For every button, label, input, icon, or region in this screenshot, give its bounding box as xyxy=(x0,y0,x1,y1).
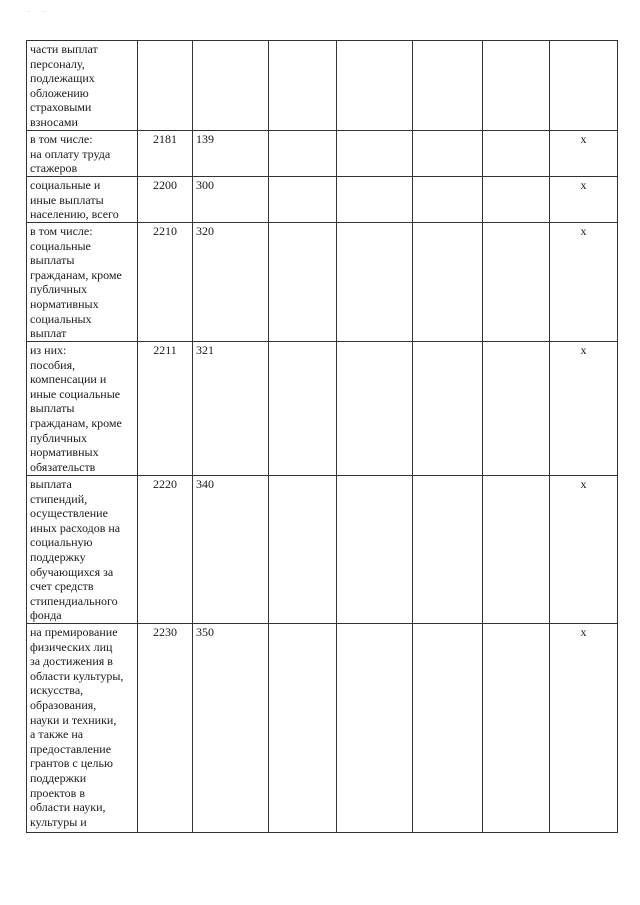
empty-cell xyxy=(269,624,337,833)
row-code-cell: 2230 xyxy=(138,624,193,833)
row-name-cell: части выплат персоналу, подлежащих обложению страховыми взносами xyxy=(27,41,138,131)
mark-cell: x xyxy=(550,624,618,833)
mark-cell: x xyxy=(550,342,618,476)
mark-cell: x xyxy=(550,177,618,223)
empty-cell xyxy=(337,624,413,833)
empty-cell xyxy=(413,624,483,833)
empty-cell xyxy=(413,131,483,177)
empty-cell xyxy=(337,342,413,476)
row-kosgu-cell xyxy=(193,41,269,131)
row-name-cell: из них: пособия, компенсации и иные социальные выплаты гражданам, кроме публичных нормативных обязательств xyxy=(27,342,138,476)
empty-cell xyxy=(413,223,483,342)
empty-cell xyxy=(483,624,550,833)
table-row xyxy=(27,177,618,223)
empty-cell xyxy=(269,223,337,342)
empty-cell xyxy=(413,177,483,223)
table-row xyxy=(27,41,618,131)
row-name-cell: социальные и иные выплаты населению, всего xyxy=(27,177,138,223)
mark-cell: x xyxy=(550,223,618,342)
row-kosgu-cell: 321 xyxy=(193,342,269,476)
scan-specks: . . xyxy=(28,8,51,14)
empty-cell xyxy=(269,476,337,624)
row-code-cell: 2220 xyxy=(138,476,193,624)
table-row xyxy=(27,624,618,833)
row-kosgu-cell: 139 xyxy=(193,131,269,177)
empty-cell xyxy=(483,41,550,131)
empty-cell xyxy=(337,131,413,177)
empty-cell xyxy=(413,342,483,476)
row-code-cell: 2181 xyxy=(138,131,193,177)
empty-cell xyxy=(337,177,413,223)
table-row xyxy=(27,223,618,342)
empty-cell xyxy=(337,223,413,342)
row-kosgu-cell: 300 xyxy=(193,177,269,223)
row-kosgu-cell: 340 xyxy=(193,476,269,624)
row-kosgu-cell: 350 xyxy=(193,624,269,833)
table-row xyxy=(27,342,618,476)
row-name-cell: в том числе: на оплату труда стажеров xyxy=(27,131,138,177)
row-code-cell: 2211 xyxy=(138,342,193,476)
row-name-cell: на премирование физических лиц за достижения в области культуры, искусства, образования, науки и техники, а также на предоставление грантов с целью поддержки проектов в области науки, культуры и xyxy=(27,624,138,833)
empty-cell xyxy=(483,131,550,177)
row-code-cell xyxy=(138,41,193,131)
row-name-cell: выплата стипендий, осуществление иных расходов на социальную поддержку обучающихся за счет средств стипендиального фонда xyxy=(27,476,138,624)
row-kosgu-cell: 320 xyxy=(193,223,269,342)
table-row xyxy=(27,476,618,624)
empty-cell xyxy=(483,223,550,342)
empty-cell xyxy=(483,177,550,223)
expenditure-table xyxy=(26,40,618,833)
empty-cell xyxy=(269,41,337,131)
mark-cell xyxy=(550,41,618,131)
empty-cell xyxy=(337,41,413,131)
mark-cell: x xyxy=(550,476,618,624)
row-code-cell: 2200 xyxy=(138,177,193,223)
empty-cell xyxy=(269,342,337,476)
table-row xyxy=(27,131,618,177)
row-code-cell: 2210 xyxy=(138,223,193,342)
mark-cell: x xyxy=(550,131,618,177)
row-name-cell: в том числе: социальные выплаты гражданам, кроме публичных нормативных социальных выплат xyxy=(27,223,138,342)
empty-cell xyxy=(413,476,483,624)
empty-cell xyxy=(413,41,483,131)
empty-cell xyxy=(483,342,550,476)
empty-cell xyxy=(483,476,550,624)
empty-cell xyxy=(269,131,337,177)
empty-cell xyxy=(269,177,337,223)
empty-cell xyxy=(337,476,413,624)
